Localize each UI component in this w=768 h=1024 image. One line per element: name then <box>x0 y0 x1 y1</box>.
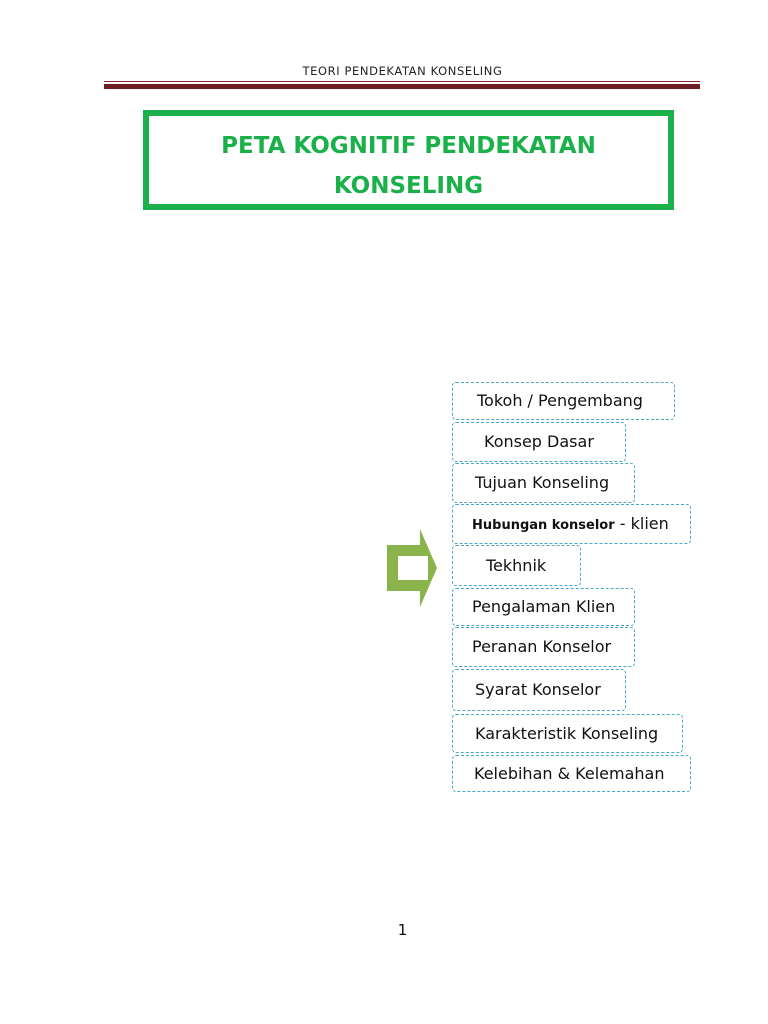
page-number: 1 <box>397 921 408 939</box>
right-arrow-outline-icon <box>382 526 442 610</box>
topic-label-part-1: Hubungan konselor <box>472 518 615 533</box>
topic-box-kelebihan <box>452 755 691 792</box>
page-title-line-2: KONSELING <box>333 173 484 199</box>
header-rule-thin <box>104 81 700 82</box>
topic-box-karakteristik <box>452 714 683 753</box>
topic-box-tekhnik <box>452 545 581 586</box>
topic-label-part-2: - klien <box>614 514 669 533</box>
header-rule-thick <box>104 84 700 89</box>
topic-box-syarat <box>452 669 626 711</box>
page-title <box>149 126 668 206</box>
topic-label: Pengalaman Klien <box>472 597 616 616</box>
title-box <box>143 110 674 210</box>
topic-label: Syarat Konselor <box>475 680 601 699</box>
topic-box-peranan <box>452 627 635 667</box>
topic-box-konsep <box>452 422 626 462</box>
topic-label: Tekhnik <box>486 555 547 575</box>
topic-box-tokoh <box>452 382 675 420</box>
topic-label: Kelebihan & Kelemahan <box>474 763 665 783</box>
topic-label: Konsep Dasar <box>484 432 594 451</box>
topic-box-pengalaman <box>452 588 635 626</box>
topic-label: Peranan Konselor <box>472 637 612 656</box>
topic-box-hubungan <box>452 504 691 544</box>
topic-label: Tokoh / Pengembang <box>477 391 643 410</box>
running-header: TEORI PENDEKATAN KONSELING <box>302 64 503 78</box>
topic-box-tujuan <box>452 463 635 503</box>
topic-label <box>472 516 669 532</box>
page-title-line-1: PETA KOGNITIF PENDEKATAN <box>221 133 596 159</box>
topic-label: Karakteristik Konseling <box>475 723 659 743</box>
topic-label: Tujuan Konseling <box>475 473 610 492</box>
